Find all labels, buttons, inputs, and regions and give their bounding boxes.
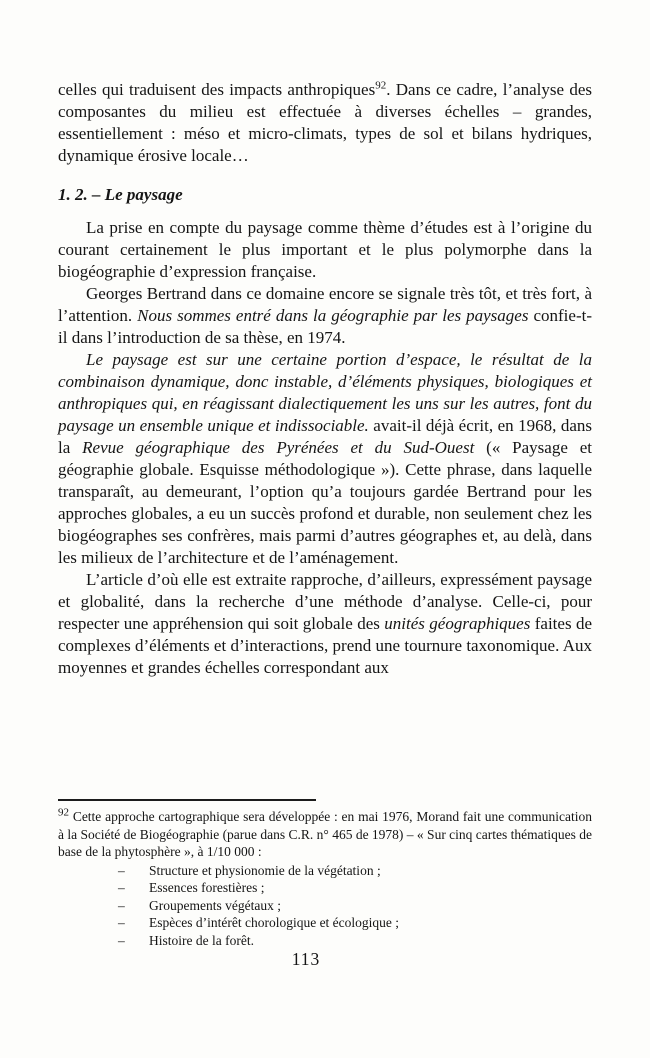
text-run: faites de complexes d’éléments et d’interactions, prend une tournure taxonomique. Aux moyennes et grandes échelles correspondant aux: [58, 614, 593, 677]
footnote-list-item: [58, 862, 592, 880]
footnote-list-text: Espèces d’intérêt chorologique et écologique ;: [149, 915, 400, 930]
paragraph: [58, 349, 592, 569]
text-run: Cette approche cartographique sera développée : en mai 1976, Morand fait une communication à la Société de Biogéographie (parue dans C.R. n° 465 de 1978) – « Sur cinq cartes thématiques de base de la phytosphère », à 1/10 000 :: [58, 809, 593, 859]
footnote-list: [58, 862, 592, 950]
text-run: L’article d’où elle est extraite rapproche, d’ailleurs, expressément paysage et globalité, dans la recherche d’une méthode d’analyse. Celle-ci, pour respecter une appréhension qui soit globale des: [58, 570, 592, 633]
footnote-reference: 92: [58, 806, 69, 819]
text-run: Nous sommes entré dans la géographie par les paysages: [137, 306, 529, 325]
text-run: (« Paysage et géographie globale. Esquisse méthodologique »). Cette phrase, dans laquelle transparaît, au demeurant, l’option qu’a toujours gardée Bertrand pour les approches globales, a eu un succès profond et durable, non seulement chez les biogéographes ses confrères, mais parmi d’autres géographes et, au delà, dans les milieux de l’architecture et de l’aménagement.: [58, 438, 593, 567]
list-dash-marker: –: [118, 915, 125, 930]
paragraph: [58, 569, 592, 679]
list-dash-marker: –: [118, 880, 125, 895]
text-run: Georges Bertrand dans ce domaine encore se signale très tôt, et très fort, à l’attention.: [58, 284, 592, 325]
footnote-list-text: Essences forestières ;: [149, 880, 265, 895]
footnote-area: [58, 799, 592, 949]
page-number: 113: [291, 949, 321, 969]
text-run: La prise en compte du paysage comme thème d’études est à l’origine du courant certainement le plus important et le plus polymorphe dans la biogéographie d’expression française.: [58, 218, 592, 281]
text-run: Le paysage est sur une certaine portion d’espace, le résultat de la combinaison dynamique, donc instable, d’éléments physiques, biologiques et anthropiques qui, en réagissant dialectiquement les uns sur les autres, font du paysage un ensemble unique et indissociable.: [58, 350, 592, 435]
text-run: 1. 2. – Le paysage: [58, 185, 183, 204]
footnote-separator-rule: [58, 799, 316, 801]
text-run: avait-il déjà écrit, en 1968, dans la: [58, 416, 592, 457]
text-run: celles qui traduisent des impacts anthropiques: [58, 80, 376, 99]
footnote-list-item: [58, 879, 592, 897]
text-run: Revue géographique des Pyrénées et du Sud-Ouest: [82, 438, 475, 457]
text-run: confie-t-il dans l’introduction de sa thèse, en 1974.: [58, 306, 592, 347]
list-dash-marker: –: [118, 897, 125, 913]
footnote-list-text: Groupements végétaux ;: [149, 897, 281, 913]
body-text: [58, 79, 592, 679]
text-run: unités géographiques: [384, 614, 531, 633]
footnote-list-item: [58, 932, 592, 950]
list-dash-marker: –: [118, 932, 125, 948]
paragraph: [58, 283, 592, 349]
paragraph: [58, 217, 592, 283]
footnote-list-text: Structure et physionomie de la végétation ;: [149, 862, 381, 878]
section-heading: [58, 184, 592, 206]
list-dash-marker: –: [118, 862, 125, 878]
paragraph-continuation: [58, 79, 592, 167]
footnote-reference: 92: [375, 79, 387, 92]
footnote-list-item: [58, 897, 592, 915]
footnote-list-item: [58, 914, 592, 932]
footnote-text: [58, 808, 592, 861]
footnote-list-text: Histoire de la forêt.: [149, 932, 254, 948]
text-run: . Dans ce cadre, l’analyse des composantes du milieu est effectuée à diverses échelles – grandes, essentiellement : méso et micro-climats, types de sol et bilans hydriques, dynamique érosive locale…: [58, 80, 592, 165]
